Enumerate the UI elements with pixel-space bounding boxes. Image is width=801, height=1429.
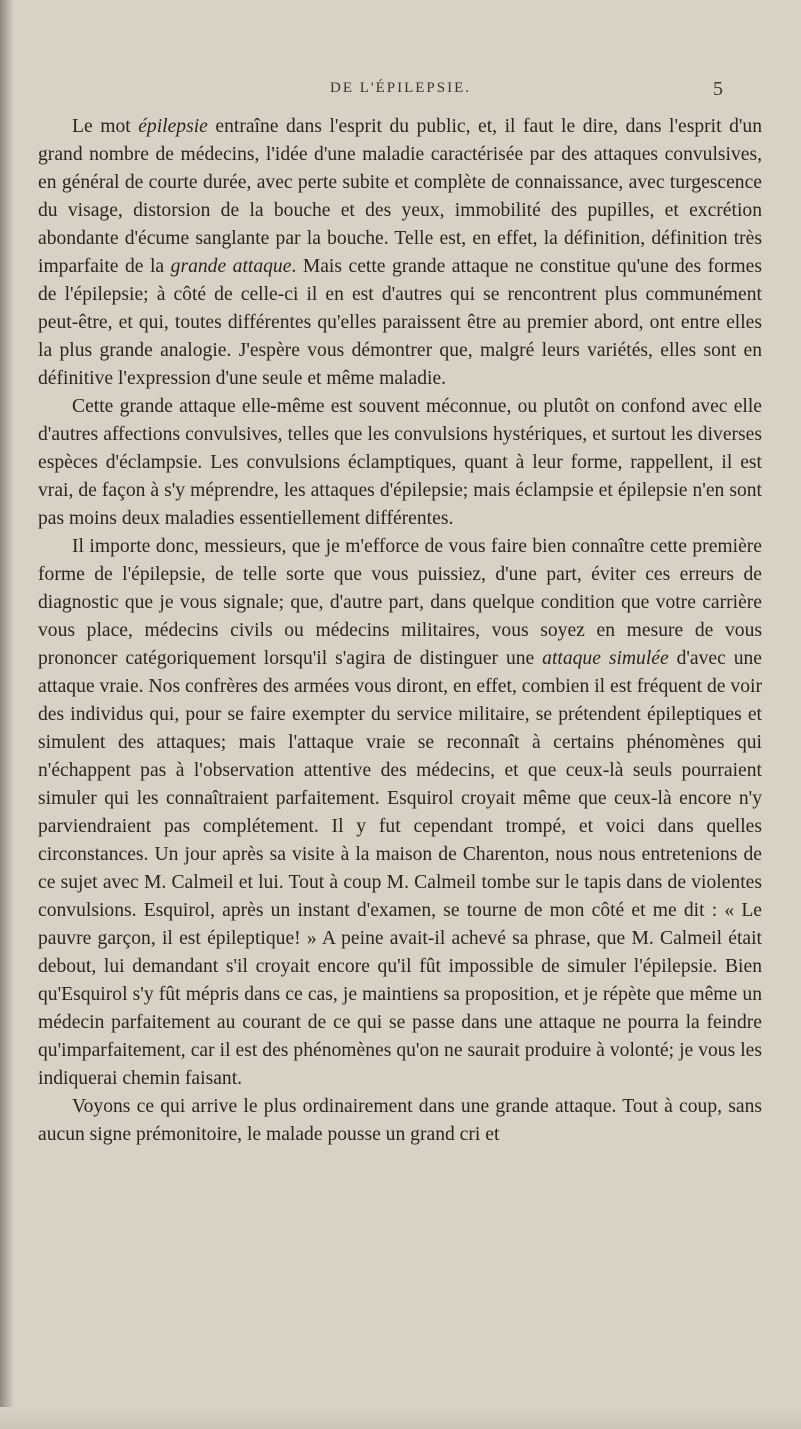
text-segment: d'avec une attaque vraie. Nos confrères des armées vous diront, en effet, combien il est fréquent de voir des individus qui, pour se faire exempter du service militaire, se prétendent épileptiques et simulent des attaques; mais l'attaque vraie se reconnaît à certains phénomènes qui n'échappent pas à l'observation attentive des médecins, et que ceux-là seuls pourraient simuler qui les connaîtraient parfaitement. Esquirol croyait même que ceux-là encore n'y parviendraient pas complétement. Il y fut cependant trompé, et voici dans quelles circonstances. Un jour après sa visite à la maison de Charenton, nous nous entretenions de ce sujet avec M. Calmeil et lui. Tout à coup M. Calmeil tombe sur le tapis dans de violentes convulsions. Esquirol, après un instant d'examen, se tourne de mon côté et me dit : « Le pauvre garçon, il est épileptique! » A peine avait-il achevé sa phrase, que M. Calmeil était debout, lui demandant s'il croyait encore qu'il fût impossible de simuler l'épilepsie. Bien qu'Esquirol s'y fût mépris dans ce cas, je maintiens sa proposition, et je répète que même un médecin parfaitement au courant de ce qui se passe dans une attaque ne pourra la feindre qu'imparfaitement, car il est des phénomènes qu'on ne saurait produire à volonté; je vous les indiquerai chemin faisant. [38, 648, 762, 1089]
text-segment: Voyons ce qui arrive le plus ordinairement dans une grande attaque. Tout à coup, sans aucun signe prémonitoire, le malade pousse un grand cri et [38, 1096, 762, 1145]
running-head [40, 80, 761, 110]
page-bottom-edge [0, 1407, 801, 1429]
paragraph [38, 113, 762, 393]
italic-term: grande attaque [170, 256, 292, 277]
text-segment: entraîne dans l'esprit du public, et, il faut le dire, dans l'esprit d'un grand nombre de médecins, l'idée d'une maladie caractérisée par des attaques convulsives, en général de courte durée, avec perte subite et complète de connaissance, avec turgescence du visage, distorsion de la bouche et des yeux, immobilité des pupilles, et excrétion abondante d'écume sanglante par la bouche. Telle est, en effet, la définition, définition très imparfaite de la [38, 116, 762, 277]
page-number: 5 [713, 78, 723, 100]
running-title: DE L'ÉPILEPSIE. [329, 80, 472, 96]
text-segment: Cette grande attaque elle-même est souvent méconnue, ou plutôt on confond avec elle d'autres affections convulsives, telles que les convulsions hystériques, et surtout les diverses espèces d'éclampsie. Les convulsions éclamptiques, quant à leur forme, rappellent, il est vrai, de façon à s'y méprendre, les attaques d'épilepsie; mais éclampsie et épilepsie n'en sont pas moins deux maladies essentiellement différentes. [38, 396, 762, 529]
text-segment: Le mot [72, 116, 139, 137]
italic-term: épilepsie [138, 116, 208, 137]
body-text [38, 113, 762, 1149]
paragraph [38, 533, 762, 1093]
italic-term: attaque simulée [542, 648, 669, 669]
page-binding-shadow [0, 0, 14, 1429]
paragraph [38, 1093, 762, 1149]
text-segment: Il importe donc, messieurs, que je m'efforce de vous faire bien connaître cette première forme de l'épilepsie, de telle sorte que vous puissiez, d'une part, éviter ces erreurs de diagnostic que je vous signale; que, d'autre part, dans quelque condition que votre carrière vous place, médecins civils ou médecins militaires, vous soyez en mesure de vous prononcer catégoriquement lorsqu'il s'agira de distinguer une [38, 536, 762, 669]
paragraph [38, 393, 762, 533]
text-segment: . Mais cette grande attaque ne constitue qu'une des formes de l'épilepsie; à côté de celle-ci il en est d'autres qui se rencontrent plus communément peut-être, et qui, toutes différentes qu'elles paraissent être au premier abord, ont entre elles la plus grande analogie. J'espère vous démontrer que, malgré leurs variétés, elles sont en définitive l'expression d'une seule et même maladie. [38, 256, 762, 389]
